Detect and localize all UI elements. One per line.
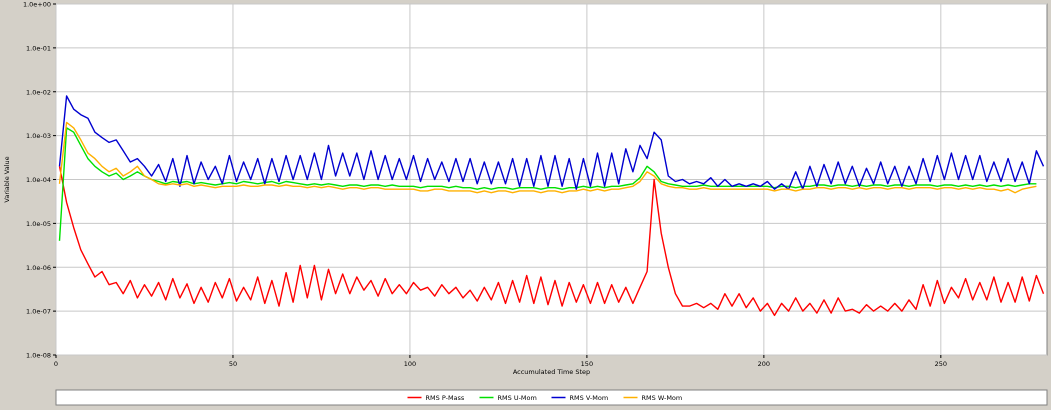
x-tick-label: 50 xyxy=(228,360,238,368)
x-tick-label: 200 xyxy=(757,360,771,368)
legend-label: RMS U-Mom xyxy=(497,394,537,402)
x-tick-label: 250 xyxy=(934,360,948,368)
x-tick-label: 0 xyxy=(53,360,59,368)
x-tick-labels xyxy=(54,355,947,368)
x-tick-label: 100 xyxy=(403,360,417,368)
y-tick-label: 1.0e-08 xyxy=(26,351,51,360)
legend-label: RMS P-Mass xyxy=(425,394,465,402)
y-tick-label: 1.0e-04 xyxy=(26,176,51,184)
y-tick-labels xyxy=(23,1,56,360)
y-tick-label: 1.0e-06 xyxy=(26,263,51,272)
legend-label: RMS V-Mom xyxy=(569,394,609,402)
y-tick-label: 1.0e-07 xyxy=(26,307,51,316)
y-tick-label: 1.0e-02 xyxy=(26,88,51,97)
y-tick-label: 1.0e-05 xyxy=(26,219,51,228)
y-axis-label: Variable Value xyxy=(3,156,11,203)
legend-label: RMS W-Mom xyxy=(641,394,683,402)
y-tick-label: 1.0e-03 xyxy=(26,132,51,141)
y-tick-label: 1.0e+00 xyxy=(22,0,51,9)
x-tick-label: 150 xyxy=(580,360,594,368)
x-axis-label: Accumulated Time Step xyxy=(512,368,591,376)
y-tick-label: 1.0e-01 xyxy=(26,44,51,53)
